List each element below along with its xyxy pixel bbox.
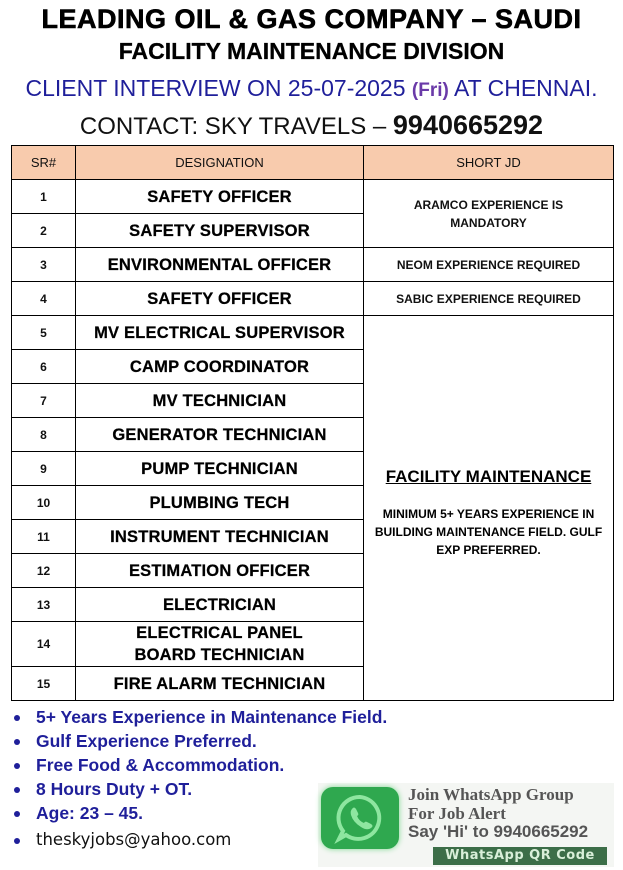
designation-cell: PLUMBING TECH (76, 486, 364, 520)
facility-maintenance-text: MINIMUM 5+ YEARS EXPERIENCE IN BUILDING MAINTENANCE FIELD. GULF EXP PREFERRED. (374, 507, 603, 557)
designation-cell: FIRE ALARM TECHNICIAN (76, 667, 364, 701)
bullet-text: Free Food & Accommodation. (36, 755, 285, 775)
company-title: LEADING OIL & GAS COMPANY – SAUDI (41, 4, 582, 34)
whatsapp-alert-text: For Job Alert (408, 804, 506, 823)
bullet-text: 8 Hours Duty + OT. (36, 779, 193, 799)
interview-location: AT CHENNAI. (448, 75, 598, 101)
contact-label: CONTACT: SKY TRAVELS – (79, 113, 393, 140)
whatsapp-qr-code-label[interactable]: WhatsApp QR Code (433, 847, 607, 865)
sr-cell: 13 (12, 588, 76, 622)
sr-cell: 1 (12, 180, 76, 214)
column-header-short-jd: SHORT JD (364, 146, 614, 180)
sr-cell: 3 (12, 248, 76, 282)
whatsapp-icon (321, 787, 399, 849)
designation-cell: INSTRUMENT TECHNICIAN (76, 520, 364, 554)
whatsapp-join-text: Join WhatsApp Group (408, 785, 574, 804)
designation-cell: SAFETY SUPERVISOR (76, 214, 364, 248)
list-item (12, 729, 452, 753)
table-row (12, 248, 614, 282)
contact-number: 9940665292 (392, 110, 544, 140)
sr-cell: 15 (12, 667, 76, 701)
sr-cell: 9 (12, 452, 76, 486)
designation-cell: GENERATOR TECHNICIAN (76, 418, 364, 452)
sr-cell: 6 (12, 350, 76, 384)
bullet-text: 5+ Years Experience in Maintenance Field. (36, 707, 388, 727)
email-link[interactable]: theskyjobs@yahoo.com (36, 830, 232, 849)
designation-cell: ELECTRICAL PANEL BOARD TECHNICIAN (76, 622, 364, 667)
sr-cell: 11 (12, 520, 76, 554)
sr-cell: 12 (12, 554, 76, 588)
designation-cell: SAFETY OFFICER (76, 180, 364, 214)
table-row (12, 282, 614, 316)
bullet-text: Age: 23 – 45. (36, 803, 143, 823)
whatsapp-promo[interactable] (318, 783, 614, 867)
table-row (12, 180, 614, 214)
table-header-row (12, 146, 614, 180)
designation-cell: PUMP TECHNICIAN (76, 452, 364, 486)
jobs-table (11, 145, 614, 701)
sr-cell: 14 (12, 622, 76, 667)
sr-cell: 4 (12, 282, 76, 316)
short-jd-aramco: ARAMCO EXPERIENCE IS MANDATORY (364, 180, 614, 248)
designation-cell: CAMP COORDINATOR (76, 350, 364, 384)
sr-cell: 5 (12, 316, 76, 350)
sr-cell: 2 (12, 214, 76, 248)
bullet-text: Gulf Experience Preferred. (36, 731, 257, 751)
bullet-icon (14, 739, 20, 745)
designation-cell: ELECTRICIAN (76, 588, 364, 622)
sr-cell: 8 (12, 418, 76, 452)
sr-cell: 7 (12, 384, 76, 418)
bullet-icon (14, 787, 20, 793)
interview-line (0, 75, 623, 102)
sr-cell: 10 (12, 486, 76, 520)
contact-line (0, 110, 623, 141)
designation-cell: SAFETY OFFICER (76, 282, 364, 316)
short-jd-neom: NEOM EXPERIENCE REQUIRED (364, 248, 614, 282)
bullet-icon (14, 838, 20, 844)
interview-date: CLIENT INTERVIEW ON 25-07-2025 (25, 75, 412, 101)
designation-cell: MV ELECTRICAL SUPERVISOR (76, 316, 364, 350)
list-item (12, 705, 452, 729)
interview-day: (Fri) (411, 80, 449, 101)
bullet-icon (14, 763, 20, 769)
short-jd-facility-maintenance (364, 316, 614, 701)
short-jd-sabic: SABIC EXPERIENCE REQUIRED (364, 282, 614, 316)
division-title: FACILITY MAINTENANCE DIVISION (118, 38, 505, 64)
bullet-icon (14, 811, 20, 817)
bullet-icon (14, 715, 20, 721)
column-header-sr: SR# (12, 146, 76, 180)
facility-maintenance-title: FACILITY MAINTENANCE (385, 467, 592, 486)
whatsapp-say-hi-text: Say 'Hi' to 9940665292 (408, 822, 589, 841)
designation-cell: ENVIRONMENTAL OFFICER (76, 248, 364, 282)
designation-cell: ESTIMATION OFFICER (76, 554, 364, 588)
table-row (12, 316, 614, 350)
list-item (12, 753, 452, 777)
designation-cell: MV TECHNICIAN (76, 384, 364, 418)
column-header-designation: DESIGNATION (76, 146, 364, 180)
